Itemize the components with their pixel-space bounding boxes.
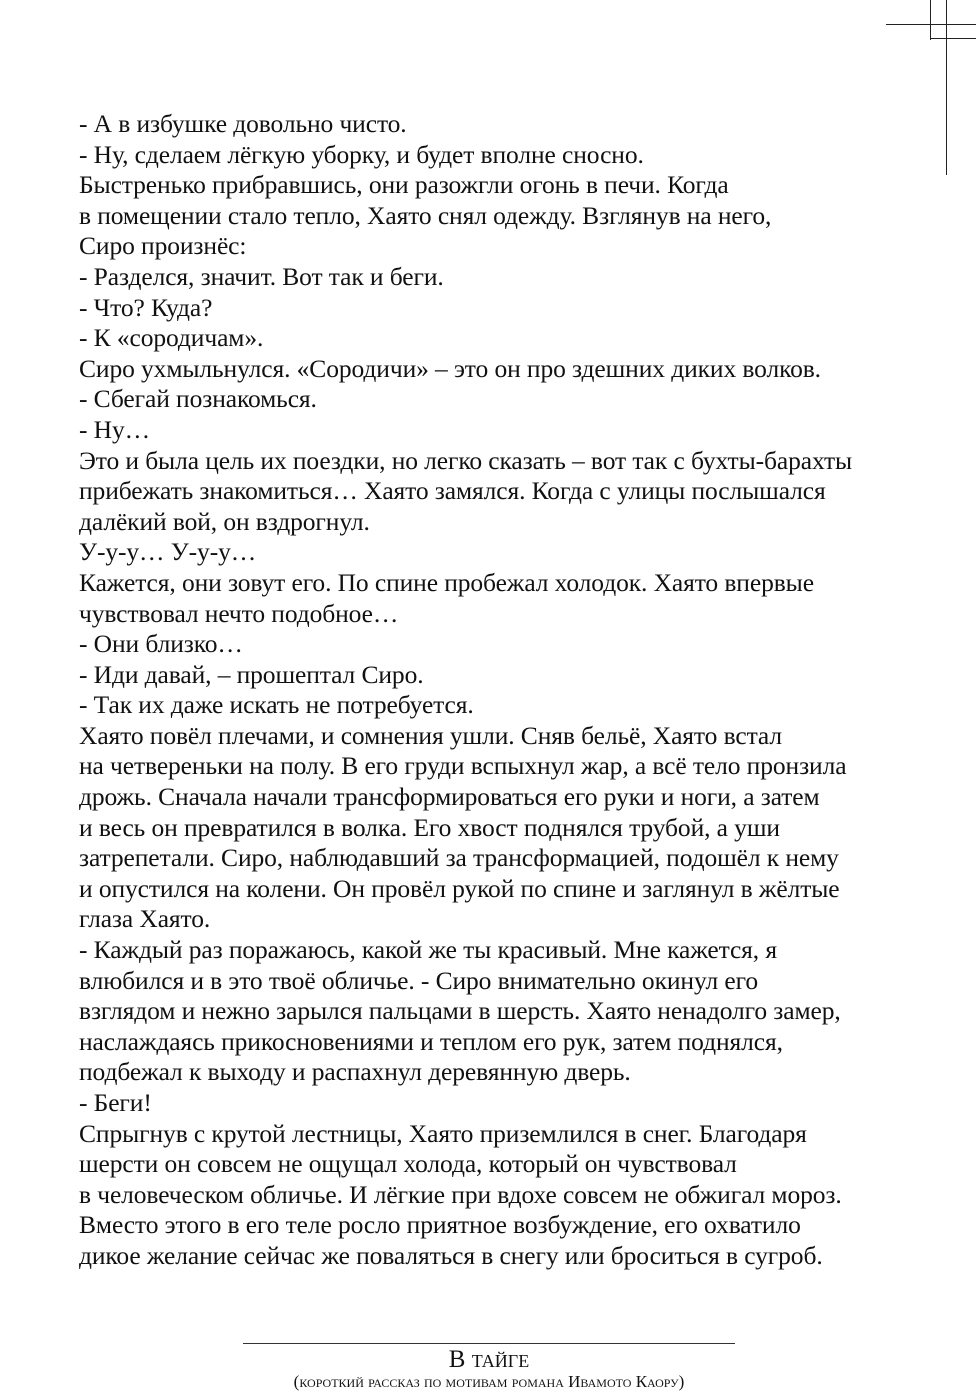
- text-line: прибежать знакомиться… Хаято замялся. Когда с улицы послышался: [79, 476, 826, 506]
- running-footer-title: В тайге: [448, 1346, 530, 1373]
- text-line: - Они близко…: [79, 629, 243, 659]
- crop-mark-horizontal: [930, 38, 976, 39]
- crop-mark-horizontal: [886, 24, 976, 25]
- text-line: глаза Хаято.: [79, 904, 211, 934]
- text-line: влюбился и в это твоё обличье. - Сиро внимательно окинул его: [79, 965, 758, 995]
- text-line: - Что? Куда?: [79, 292, 213, 322]
- text-line: Быстренько прибравшись, они разожгли огонь в печи. Когда: [79, 170, 729, 200]
- text-line: Сиро ухмыльнулся. «Сородичи» – это он про здешних диких волков.: [79, 353, 821, 383]
- text-line: - Так их даже искать не потребуется.: [79, 690, 474, 720]
- text-line: Сиро произнёс:: [79, 231, 247, 261]
- text-line: - Ну, сделаем лёгкую уборку, и будет вполне сносно.: [79, 139, 644, 169]
- text-line: подбежал к выходу и распахнул деревянную дверь.: [79, 1057, 631, 1087]
- text-line: - Сбегай познакомься.: [79, 384, 317, 414]
- text-line: - Каждый раз поражаюсь, какой же ты красивый. Мне кажется, я: [79, 935, 777, 965]
- text-line: наслаждаясь прикосновениями и теплом его рук, затем поднялся,: [79, 1026, 783, 1056]
- text-line: - Разделся, значит. Вот так и беги.: [79, 261, 444, 291]
- text-line: Хаято повёл плечами, и сомнения ушли. Сняв бельё, Хаято встал: [79, 720, 782, 750]
- text-line: взглядом и нежно зарылся пальцами в шерсть. Хаято ненадолго замер,: [79, 996, 841, 1026]
- text-line: дрожь. Сначала начали трансформироваться его руки и ноги, а затем: [79, 782, 820, 812]
- body-text: [79, 109, 959, 1272]
- text-line: Кажется, они зовут его. По спине пробежал холодок. Хаято впервые: [79, 567, 814, 597]
- footer-divider: [243, 1343, 735, 1344]
- running-footer-subtitle: (короткий рассказ по мотивам романа Ивамото Каору): [293, 1372, 685, 1391]
- text-line: дикое желание сейчас же поваляться в снегу или броситься в сугроб.: [79, 1240, 823, 1270]
- text-line: - Иди давай, – прошептал Сиро.: [79, 659, 424, 689]
- text-line: Это и была цель их поездки, но легко сказать – вот так с бухты-барахты: [79, 445, 853, 475]
- text-line: и опустился на колени. Он провёл рукой по спине и заглянул в жёлтые: [79, 873, 840, 903]
- text-line: У-у-у… У-у-у…: [79, 537, 257, 567]
- text-line: и весь он превратился в волка. Его хвост поднялся трубой, а уши: [79, 812, 780, 842]
- text-line: в помещении стало тепло, Хаято снял одежду. Взглянув на него,: [79, 200, 772, 230]
- crop-mark-vertical: [930, 0, 931, 40]
- text-line: затрепетали. Сиро, наблюдавший за трансформацией, подошёл к нему: [79, 843, 839, 873]
- text-line: - А в избушке довольно чисто.: [79, 109, 407, 138]
- text-line: на четвереньки на полу. В его груди вспыхнул жар, а всё тело пронзила: [79, 751, 847, 781]
- text-line: - Беги!: [79, 1088, 152, 1117]
- text-line: чувствовал нечто подобное…: [79, 598, 399, 628]
- text-line: - Ну…: [79, 414, 151, 444]
- text-line: Спрыгнув с крутой лестницы, Хаято приземлился в снег. Благодаря: [79, 1118, 807, 1148]
- text-line: Вместо этого в его теле росло приятное возбуждение, его охватило: [79, 1210, 801, 1240]
- text-line: в человеческом обличье. И лёгкие при вдохе совсем не обжигал мороз.: [79, 1179, 842, 1209]
- text-line: - К «сородичам».: [79, 323, 264, 353]
- text-line: шерсти он совсем не ощущал холода, который он чувствовал: [79, 1149, 737, 1179]
- text-line: далёкий вой, он вздрогнул.: [79, 506, 370, 536]
